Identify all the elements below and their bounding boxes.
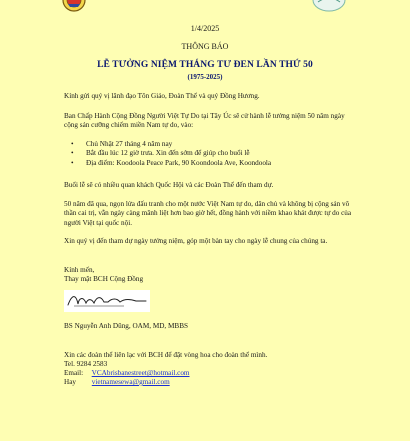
bullet-icon: •: [71, 140, 74, 148]
contact-email-alt-row: [64, 378, 352, 387]
contact-phone: Tel. 9284 2583: [64, 360, 108, 368]
title-years: (1975-2025): [187, 73, 223, 81]
intro-paragraph: Ban Chấp Hành Cộng Đồng Người Việt Tự Do tại Tây Úc sẽ cử hành lễ tưởng niệm 50 năm ngày cộng sản cưỡng chiếm miền Nam tự do, vào:: [64, 112, 345, 130]
event-date-text: Chủ Nhật 27 tháng 4 năm nay: [86, 140, 173, 148]
bullet-icon: •: [71, 158, 74, 167]
bullet-icon: •: [71, 149, 74, 158]
list-item: [64, 159, 364, 168]
email-label: Email:: [64, 369, 84, 377]
community-seal-logo: [62, 0, 86, 12]
list-item: [64, 140, 364, 149]
contact-email-row: [64, 369, 352, 378]
notice-label: THÔNG BÁO: [181, 42, 229, 51]
signer-name: BS Nguyễn Anh Dũng, OAM, MD, MBBS: [64, 322, 189, 330]
handwritten-signature: [64, 290, 150, 312]
event-details-list: [64, 140, 364, 168]
greeting-paragraph: Kính gửi quý vị lãnh đạo Tôn Giáo, Đoàn Thể và quý Đồng Hương.: [64, 92, 260, 100]
invitation-paragraph: Xin quý vị đến tham dự ngày tưởng niệm, góp một bàn tay cho ngày lễ chung của chúng ta.: [64, 237, 328, 245]
event-time-text: Bắt đầu lúc 12 giờ trưa. Xin đến sớm để giúp cho buổi lễ: [86, 149, 250, 158]
email-link-secondary[interactable]: vietnamesewa@gmail.com: [91, 378, 170, 386]
history-paragraph: 50 năm đã qua, ngọn lửa đấu tranh cho một nước Việt Nam tự do, dân chủ và không bị cộng sản vô thần cai trị, vẫn ngày càng mãnh liệt hơn bao giờ hết, đồng hành với niềm khao khát được tự do của người Việt tại quốc nội.: [64, 200, 352, 227]
contact-note: Xin các đoàn thể liên lạc với BCH để đặt vòng hoa cho đoàn thể mình.: [64, 351, 268, 359]
partner-emblem-logo: [312, 0, 346, 12]
email-link-primary[interactable]: VCAbrisbanestreet@hotmail.com: [91, 369, 190, 377]
guests-paragraph: Buổi lễ sẽ có nhiều quan khách Quốc Hội và các Đoàn Thể đến tham dự.: [64, 181, 274, 189]
or-label: Hay: [64, 378, 76, 386]
event-location-text: Địa điểm: Koodoola Peace Park, 90 Koondoola Ave, Koondoola: [86, 158, 272, 167]
closing-regards: Kính mến,: [64, 266, 95, 274]
notice-date: 1/4/2025: [190, 24, 220, 33]
page-title: LỄ TƯỞNG NIỆM THÁNG TƯ ĐEN LẦN THỨ 50: [97, 60, 313, 70]
list-item: [64, 149, 364, 158]
closing-behalf: Thay mặt BCH Cộng Đồng: [64, 275, 144, 283]
